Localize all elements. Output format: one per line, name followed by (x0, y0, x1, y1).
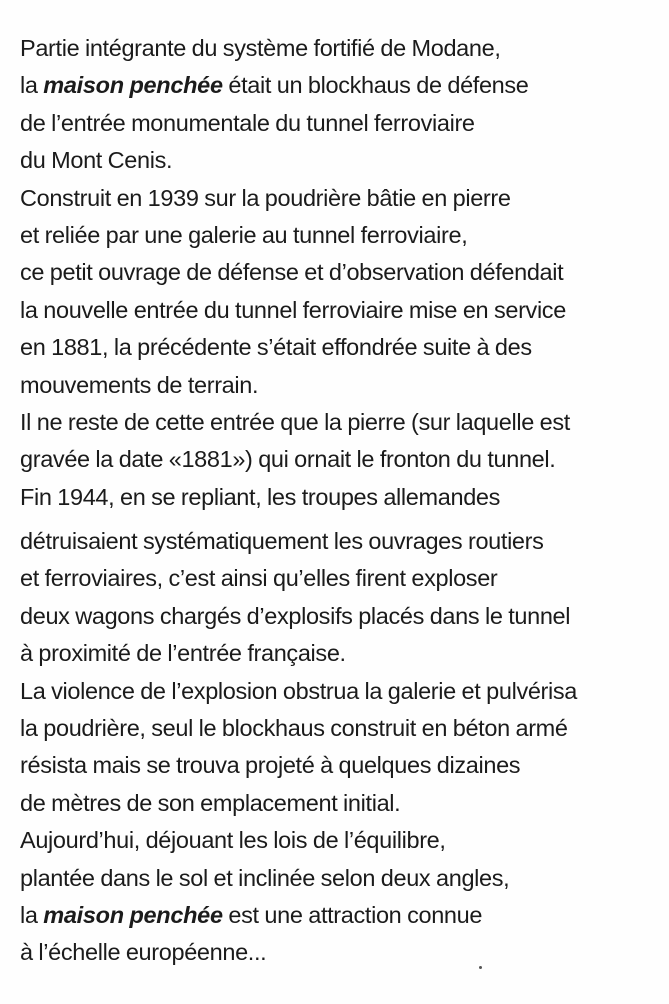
text-segment: mouvements de terrain. (20, 371, 259, 398)
text-segment: la nouvelle entrée du tunnel ferroviaire mise en service (20, 296, 566, 323)
text-line (20, 479, 665, 516)
text-line (20, 441, 665, 478)
text-segment: la poudrière, seul le blockhaus construit en béton armé (20, 715, 568, 742)
emphasized-term: maison penchée (43, 901, 223, 928)
text-line (20, 934, 665, 971)
text-segment: la (20, 72, 44, 99)
text-line (20, 523, 665, 560)
text-line (20, 560, 665, 597)
text-line (20, 30, 665, 67)
text-line (20, 180, 665, 217)
text-segment: est une attraction connue (222, 901, 483, 928)
text-segment: Aujourd’hui, déjouant les lois de l’équilibre, (20, 827, 446, 854)
text-line (20, 710, 665, 747)
text-line (20, 598, 665, 635)
text-segment: la (20, 901, 44, 928)
text-line (20, 785, 665, 822)
text-segment: Partie intégrante du système fortifié de Modane, (20, 35, 501, 61)
text-segment: plantée dans le sol et inclinée selon deux angles, (20, 864, 510, 891)
text-line (20, 105, 665, 142)
text-segment: à l’échelle européenne... (20, 939, 267, 966)
text-segment: et reliée par une galerie au tunnel ferroviaire, (20, 221, 468, 248)
text-segment: Construit en 1939 sur la poudrière bâtie en pierre (20, 184, 511, 211)
text-line (20, 254, 665, 291)
text-line (20, 635, 665, 672)
text-line (20, 329, 665, 366)
text-line (20, 860, 665, 897)
text-segment: La violence de l’explosion obstrua la galerie et pulvérisa (20, 677, 578, 704)
text-line (20, 142, 665, 179)
text-line (20, 367, 665, 404)
text-line (20, 747, 665, 784)
text-segment: de mètres de son emplacement initial. (20, 789, 401, 816)
emphasized-term: maison penchée (43, 72, 223, 99)
text-segment: Fin 1944, en se repliant, les troupes allemandes (20, 483, 501, 510)
text-segment: et ferroviaires, c’est ainsi qu’elles firent exploser (20, 565, 498, 592)
text-line (20, 292, 665, 329)
text-segment: était un blockhaus de défense (222, 72, 529, 99)
text-segment: détruisaient systématiquement les ouvrages routiers (20, 528, 544, 555)
text-line (20, 897, 665, 934)
text-line (20, 217, 665, 254)
text-line (20, 67, 665, 104)
text-segment: résista mais se trouva projeté à quelques dizaines (20, 752, 521, 779)
text-segment: en 1881, la précédente s’était effondrée suite à des (20, 334, 532, 361)
text-segment: gravée la date «1881») qui ornait le fronton du tunnel. (20, 446, 556, 473)
text-segment: deux wagons chargés d’explosifs placés dans le tunnel (20, 602, 571, 629)
print-speck (479, 966, 482, 969)
text-line (20, 404, 665, 441)
text-line (20, 822, 665, 859)
text-segment: de l’entrée monumentale du tunnel ferroviaire (20, 109, 475, 136)
text-segment: à proximité de l’entrée française. (20, 640, 346, 667)
text-segment: du Mont Cenis. (20, 147, 173, 174)
text-segment: ce petit ouvrage de défense et d’observation défendait (20, 259, 564, 286)
body-text (20, 30, 665, 972)
text-segment: Il ne reste de cette entrée que la pierre (sur laquelle est (20, 408, 570, 435)
text-line (20, 673, 665, 710)
